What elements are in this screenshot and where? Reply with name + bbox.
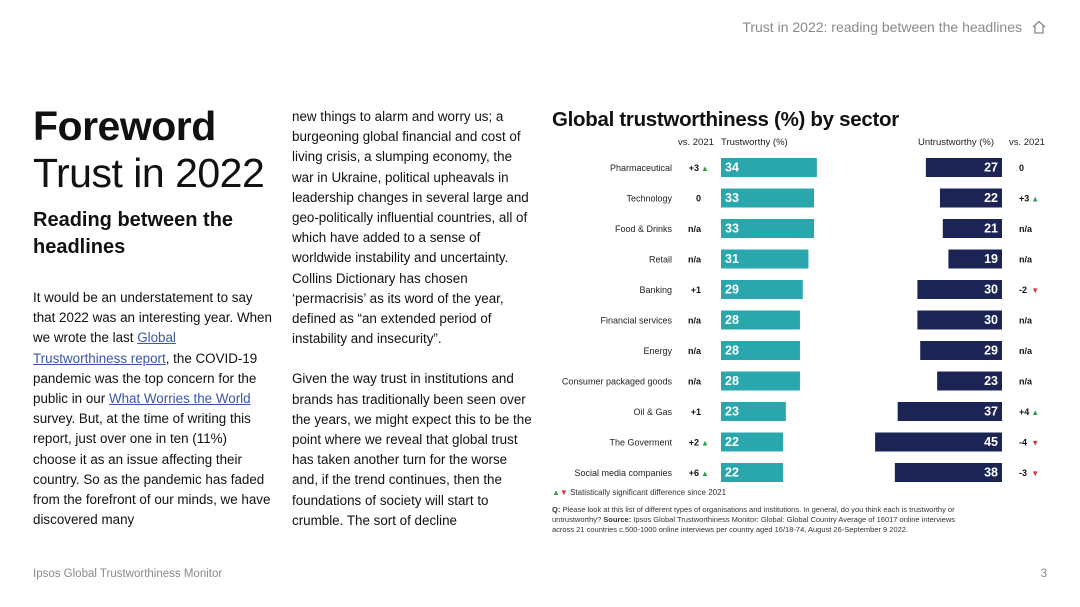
untrust-value-label: 30 (984, 282, 998, 297)
trust-change-label: n/a (687, 376, 701, 387)
untrust-value-label: 29 (984, 343, 998, 358)
trust-change-label: +1 (690, 285, 701, 295)
trust-value-label: 29 (725, 282, 739, 297)
heading-subtitle: Reading between the headlines (33, 209, 234, 258)
category-label: The Goverment (609, 437, 672, 448)
untrust-change-label: 0 (1019, 163, 1025, 173)
trust-change-label: n/a (687, 346, 701, 356)
up-arrow-icon: ▲ (1031, 408, 1040, 417)
col1-text-1: It would be an understatement to say that 2022 was an interesting year. When we wrote the last (33, 290, 272, 346)
trust-change-label: n/a (687, 224, 701, 234)
trust-change-label: +3 (688, 163, 699, 173)
trust-change-label: +2 (688, 437, 699, 448)
untrust-change-label: +3 (1019, 193, 1030, 204)
untrust-change-label: -2 (1019, 285, 1028, 295)
up-arrow-icon: ▲ (1031, 194, 1040, 204)
down-arrow-icon: ▼ (1031, 286, 1040, 295)
category-label: Retail (648, 254, 672, 265)
col2-paragraph-2: Given the way trust in institutions and brands has traditionally been seen over the years, we might expect this to be the point where we reveal that global trust has taken another turn for the worse and, if the trend continues, then the foundations of society will start to crumble. The sort of decline (292, 371, 532, 528)
untrust-bar (875, 433, 1002, 452)
global-trustworthiness-report-link[interactable]: Global Trustworthiness report (33, 330, 176, 366)
untrust-change-label: n/a (1019, 346, 1033, 356)
trust-value-label: 22 (725, 435, 739, 449)
legend-text: Statistically significant difference since 2021 (570, 488, 727, 497)
what-worries-the-world-link[interactable]: What Worries the World (108, 391, 251, 407)
untrust-value-label: 22 (984, 191, 998, 205)
col-head-vs-left: vs. 2021 (678, 137, 714, 148)
trust-value-label: 28 (725, 313, 739, 327)
category-label: Technology (626, 193, 672, 204)
trust-value-label: 31 (725, 252, 739, 266)
untrust-value-label: 30 (984, 313, 998, 327)
header-title: Trust in 2022: reading between the headlines (742, 19, 1022, 35)
up-arrow-icon: ▲ (701, 164, 709, 173)
legend-up-icon: ▲ (552, 488, 560, 497)
category-label: Pharmaceutical (609, 163, 672, 173)
untrust-change-label: +4 (1019, 407, 1030, 417)
trust-change-label: +6 (688, 468, 699, 478)
untrust-value-label: 23 (984, 374, 998, 388)
col2-paragraph-1: new things to alarm and worry us; a burgeoning global financial and cost of living crisis, a slumping economy, the war in Ukraine, political upheavals in leadership changes in several large and geo-politically influential countries, all of which have added to a sense of worldwide instability and uncertainty. Collins Dictionary has chosen ‘permacrisis’ as its word of the year, defined as “an extended period of instability and insecurity”. (292, 109, 529, 347)
chart-note (552, 505, 972, 535)
up-arrow-icon: ▲ (701, 469, 709, 478)
down-arrow-icon: ▼ (1031, 469, 1040, 478)
untrust-value-label: 21 (984, 221, 998, 236)
col-head-untrust: Untrustworthy (%) (918, 137, 995, 148)
trust-value-label: 23 (725, 404, 739, 419)
up-arrow-icon: ▲ (701, 438, 709, 448)
col1-text-2: , the COVID-19 pandemic was the top concern for the public in our (33, 350, 258, 407)
trust-value-label: 34 (725, 160, 739, 175)
category-label: Oil & Gas (633, 407, 672, 417)
down-arrow-icon: ▼ (1031, 438, 1040, 448)
note-q-label: Q: (552, 505, 561, 514)
category-label: Energy (643, 346, 672, 356)
untrust-value-label: 38 (984, 465, 998, 480)
trust-change-label: n/a (687, 315, 701, 326)
untrust-value-label: 37 (984, 404, 998, 419)
heading-foreword: Foreword (33, 103, 216, 149)
legend-down-icon: ▼ (559, 488, 568, 497)
note-source-text: Ipsos Global Trustworthiness Monitor: Global: Global Country Average of 16017 online interviews across 21 countries c.500-1000 online interviews per country aged 16/18-74, August 26-September 9 2022. (552, 515, 956, 534)
page-number: 3 (1040, 568, 1047, 580)
heading-trust-2022: Trust in 2022 (33, 150, 265, 196)
untrust-change-label: -3 (1019, 468, 1028, 478)
category-label: Consumer packaged goods (561, 376, 672, 387)
chart-title: Global trustworthiness (%) by sector (552, 108, 899, 131)
category-label: Banking (639, 285, 672, 295)
untrust-value-label: 19 (984, 252, 998, 266)
col1-text-3: survey. But, at the time of writing this report, just over one in ten (11%) choose it as an issue affecting their country. So as the pandemic has faded from the forefront of our minds, we have discovered many (33, 411, 271, 528)
category-label: Financial services (600, 315, 672, 326)
trust-value-label: 33 (725, 191, 739, 205)
col-head-trust: Trustworthy (%) (721, 137, 788, 148)
trust-value-label: 28 (725, 343, 739, 358)
note-q-text: Please look at this list of different types of organisations and institutions. In general, do you think each is trustworthy or untrustworthy? (552, 505, 955, 524)
untrust-change-label: n/a (1019, 224, 1033, 234)
untrust-change-label: n/a (1019, 315, 1033, 326)
trust-change-label: 0 (695, 193, 701, 204)
trust-change-label: n/a (687, 254, 701, 265)
untrust-change-label: n/a (1019, 376, 1033, 387)
untrust-change-label: n/a (1019, 254, 1033, 265)
untrust-value-label: 27 (984, 160, 998, 175)
trust-value-label: 33 (725, 221, 739, 236)
col-head-vs-right: vs. 2021 (1009, 137, 1045, 148)
trust-change-label: +1 (690, 407, 701, 417)
category-label: Social media companies (574, 468, 672, 478)
chart-legend (552, 488, 726, 497)
note-source-label: Source: (603, 515, 632, 524)
untrust-value-label: 45 (984, 435, 998, 449)
category-label: Food & Drinks (614, 224, 672, 234)
footer-title: Ipsos Global Trustworthiness Monitor (33, 568, 223, 580)
untrust-change-label: -4 (1019, 437, 1028, 448)
trust-value-label: 22 (725, 465, 739, 480)
trust-value-label: 28 (725, 374, 739, 388)
